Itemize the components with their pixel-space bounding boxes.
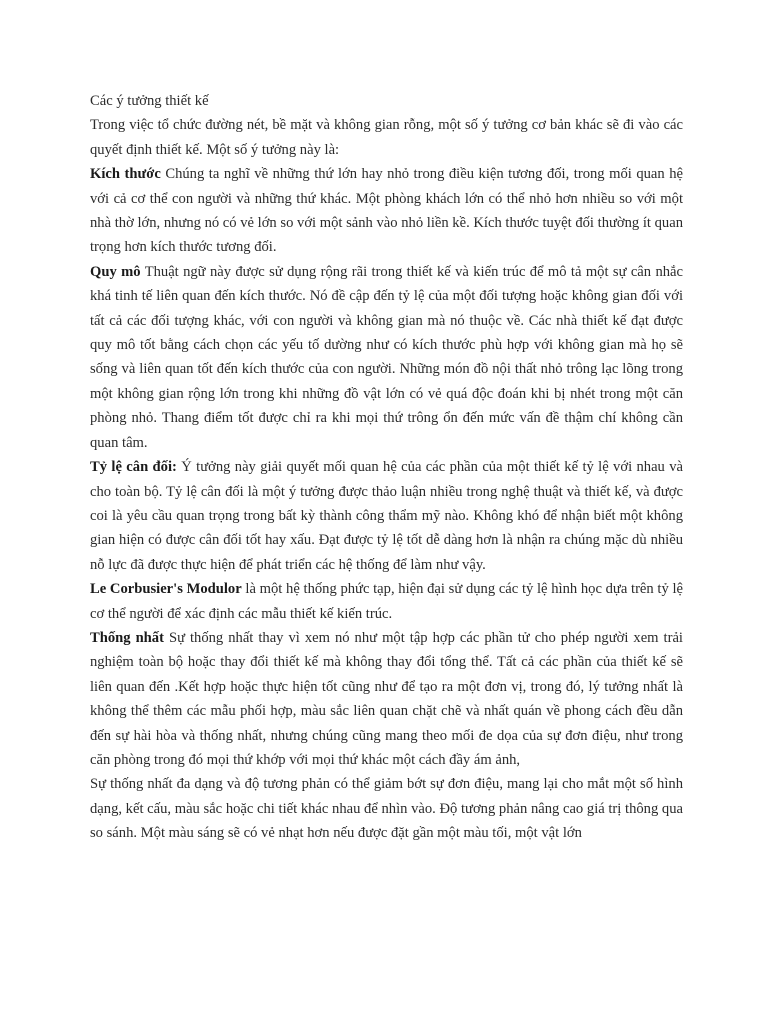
document-page — [90, 89, 683, 846]
section-text: Thuật ngữ này được sử dụng rộng rãi trong thiết kế và kiến trúc để mô tả một sự cân nhắc khá tinh tế liên quan đến kích thước. Nó đề cập đến tỷ lệ của một đối tượng hoặc không gian đối với tất cả các đối tượng khác, với con người và không gian mà nó thuộc về. Các nhà thiết kế đạt được quy mô tốt bằng cách chọn các yếu tố dường như có kích thước phù hợp với không gian mà họ sẽ sống và liên quan tốt đến kích thước của con người. Những món đồ nội thất nhỏ trông lạc lõng trong một không gian rộng lớn trong khi những đồ vật lớn có vẻ quá độc đoán khi bị nhét trong một căn phòng nhỏ. Thang điểm tốt được chỉ ra khi mọi thứ trông ổn đến mức vấn đề thậm chí không cần quan tâm. — [90, 263, 683, 451]
section-text: Ý tưởng này giải quyết mối quan hệ của các phần của một thiết kế tỷ lệ với nhau và cho toàn bộ. Tỷ lệ cân đối là một ý tưởng được thảo luận nhiều trong nghệ thuật và thiết kế, và được coi là yêu cầu quan trọng trong bất kỳ thành công thẩm mỹ nào. Không khó để nhận biết một không gian hiện có được cân đối tốt hay xấu. Đạt được tỷ lệ tốt dễ dàng hơn là nhận ra chúng mặc dù nhiều nỗ lực đã được thực hiện để phát triển các hệ thống để làm như vậy. — [90, 459, 683, 573]
section-text: Chúng ta nghĩ về những thứ lớn hay nhỏ trong điều kiện tương đối, trong mối quan hệ với cả cơ thể con người và những thứ khác. Một phòng khách lớn có thể nhỏ hơn nhiều so với một nhà thờ lớn, nhưng nó có vẻ lớn so với một sảnh vào nhỏ liền kề. Kích thước tuyệt đối thường ít quan trọng hơn kích thước tương đối. — [90, 166, 683, 256]
intro-paragraph: Trong việc tổ chức đường nét, bề mặt và không gian rỗng, một số ý tưởng cơ bản khác sẽ đi vào các quyết định thiết kế. Một số ý tưởng này là: — [90, 117, 683, 158]
section-heading: Thống nhất — [90, 629, 164, 646]
closing-paragraph: Sự thống nhất đa dạng và độ tương phản có thể giảm bớt sự đơn điệu, mang lại cho mắt một số hình dạng, kết cấu, màu sắc hoặc chi tiết khác nhau để nhìn vào. Độ tương phản nâng cao giá trị thông qua so sánh. Một màu sáng sẽ có vẻ nhạt hơn nếu được đặt gần một màu tối, một vật lớn — [90, 776, 683, 842]
section-scale — [90, 260, 683, 455]
section-unity — [90, 626, 683, 772]
section-text: Sự thống nhất thay vì xem nó như một tập hợp các phần tử cho phép người xem trải nghiệm toàn bộ hoặc thay đổi thiết kế mà không thay đổi tổng thể. Tất cả các phần của thiết kế sẽ liên quan đến .Kết hợp hoặc thực hiện tốt cũng như để tạo ra một đơn vị, trong đó, lý tưởng nhất là không thể thêm các mẫu phối hợp, màu sắc liên quan chặt chẽ và nhất quán về phong cách đều dẫn đến sự hài hòa và thống nhất, nhưng chúng cũng mang theo mối đe dọa của sự đơn điệu, như trong căn phòng trong đó mọi thứ khớp với mọi thứ khác một cách đầy ám ảnh, — [90, 629, 683, 768]
section-heading: Kích thước — [90, 166, 161, 183]
section-size — [90, 162, 683, 260]
section-text: là một hệ thống phức tạp, hiện đại sử dụng các tỷ lệ hình học dựa trên tỷ lệ cơ thể người để xác định các mẫu thiết kế kiến trúc. — [90, 581, 683, 622]
section-modulor — [90, 577, 683, 626]
section-heading: Le Corbusier's Modulor — [90, 581, 242, 598]
document-title: Các ý tưởng thiết kế — [90, 93, 209, 109]
section-proportion — [90, 455, 683, 577]
section-heading: Tỷ lệ cân đối: — [90, 459, 177, 476]
section-heading: Quy mô — [90, 263, 141, 280]
